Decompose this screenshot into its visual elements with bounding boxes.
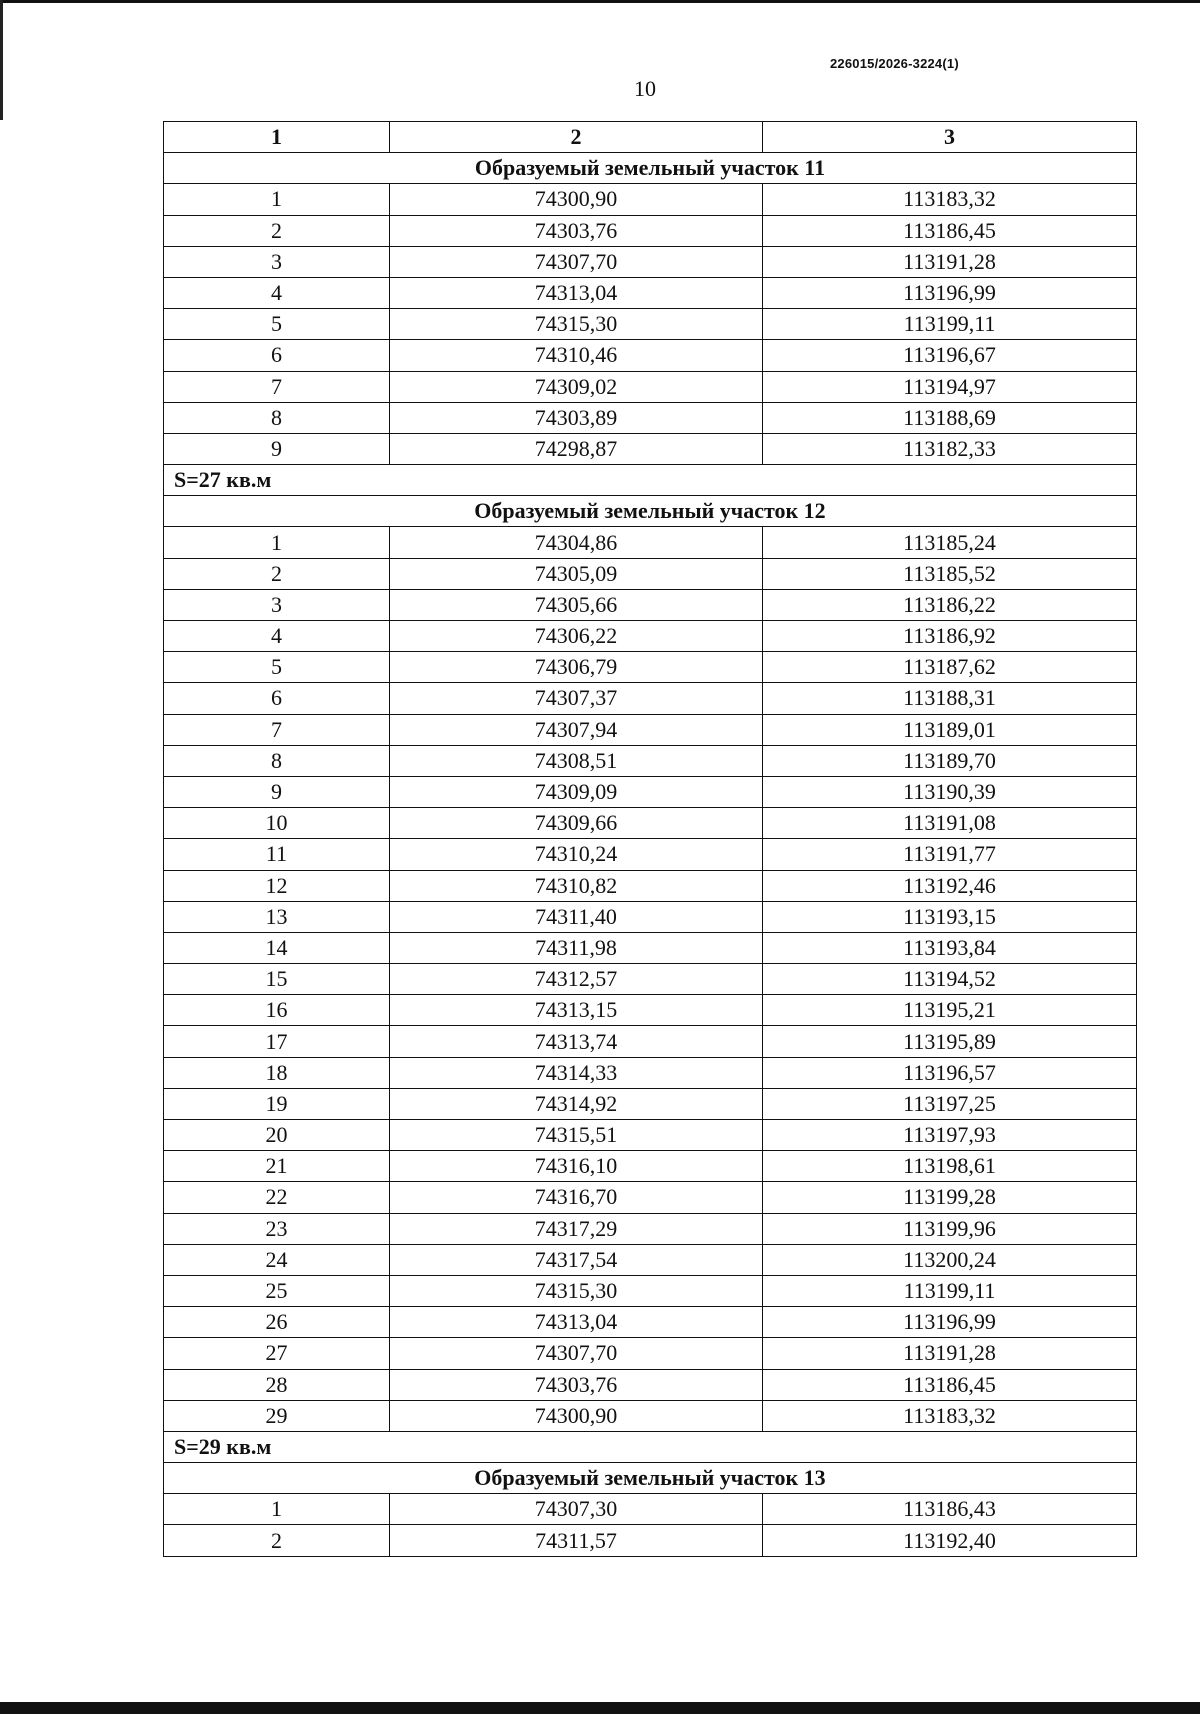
x-coordinate-cell: 74313,04: [390, 1307, 763, 1338]
x-coordinate-cell: 74307,37: [390, 683, 763, 714]
y-coordinate-cell: 113195,21: [763, 995, 1137, 1026]
point-number-cell: 2: [164, 215, 390, 246]
x-coordinate-cell: 74304,86: [390, 527, 763, 558]
x-coordinate-cell: 74309,02: [390, 371, 763, 402]
point-number-cell: 12: [164, 870, 390, 901]
x-coordinate-cell: 74315,30: [390, 309, 763, 340]
x-coordinate-cell: 74315,30: [390, 1275, 763, 1306]
y-coordinate-cell: 113200,24: [763, 1244, 1137, 1275]
point-number-cell: 29: [164, 1400, 390, 1431]
x-coordinate-cell: 74305,66: [390, 589, 763, 620]
table-row: [164, 1120, 1137, 1151]
y-coordinate-cell: 113191,77: [763, 839, 1137, 870]
point-number-cell: 20: [164, 1120, 390, 1151]
y-coordinate-cell: 113199,11: [763, 309, 1137, 340]
y-coordinate-cell: 113191,08: [763, 808, 1137, 839]
table-row: [164, 1307, 1137, 1338]
point-number-cell: 6: [164, 340, 390, 371]
section-title-row: [164, 496, 1137, 527]
y-coordinate-cell: 113189,70: [763, 745, 1137, 776]
table-row: [164, 808, 1137, 839]
table-row: [164, 277, 1137, 308]
point-number-cell: 1: [164, 1494, 390, 1525]
y-coordinate-cell: 113187,62: [763, 652, 1137, 683]
x-coordinate-cell: 74314,92: [390, 1088, 763, 1119]
x-coordinate-cell: 74313,15: [390, 995, 763, 1026]
point-number-cell: 8: [164, 402, 390, 433]
y-coordinate-cell: 113193,84: [763, 932, 1137, 963]
x-coordinate-cell: 74311,98: [390, 932, 763, 963]
x-coordinate-cell: 74309,09: [390, 776, 763, 807]
table-row: [164, 932, 1137, 963]
table-row: [164, 1338, 1137, 1369]
x-coordinate-cell: 74305,09: [390, 558, 763, 589]
table-row: [164, 683, 1137, 714]
coordinates-table: [163, 121, 1137, 1557]
table-row: [164, 621, 1137, 652]
table-row: [164, 1494, 1137, 1525]
table-row: [164, 745, 1137, 776]
y-coordinate-cell: 113199,96: [763, 1213, 1137, 1244]
point-number-cell: 3: [164, 589, 390, 620]
x-coordinate-cell: 74313,74: [390, 1026, 763, 1057]
table-row: [164, 589, 1137, 620]
y-coordinate-cell: 113199,11: [763, 1275, 1137, 1306]
x-coordinate-cell: 74303,76: [390, 215, 763, 246]
y-coordinate-cell: 113182,33: [763, 433, 1137, 464]
x-coordinate-cell: 74310,24: [390, 839, 763, 870]
page-number: 10: [634, 76, 656, 101]
table-row: [164, 340, 1137, 371]
table-row: [164, 1244, 1137, 1275]
table-row: [164, 1088, 1137, 1119]
point-number-cell: 24: [164, 1244, 390, 1275]
point-number-cell: 9: [164, 433, 390, 464]
point-number-cell: 22: [164, 1182, 390, 1213]
scan-edge-mark: [0, 0, 3, 120]
table-row: [164, 901, 1137, 932]
x-coordinate-cell: 74303,76: [390, 1369, 763, 1400]
column-header: 1: [164, 122, 390, 153]
area-value: S=29 кв.м: [164, 1431, 1137, 1462]
table-row: [164, 184, 1137, 215]
x-coordinate-cell: 74316,10: [390, 1151, 763, 1182]
x-coordinate-cell: 74306,79: [390, 652, 763, 683]
table-row: [164, 402, 1137, 433]
point-number-cell: 5: [164, 309, 390, 340]
x-coordinate-cell: 74311,57: [390, 1525, 763, 1556]
y-coordinate-cell: 113186,43: [763, 1494, 1137, 1525]
point-number-cell: 1: [164, 184, 390, 215]
x-coordinate-cell: 74300,90: [390, 184, 763, 215]
table-row: [164, 558, 1137, 589]
section-title: Образуемый земельный участок 12: [164, 496, 1137, 527]
point-number-cell: 25: [164, 1275, 390, 1306]
x-coordinate-cell: 74312,57: [390, 964, 763, 995]
y-coordinate-cell: 113186,22: [763, 589, 1137, 620]
point-number-cell: 4: [164, 277, 390, 308]
point-number-cell: 26: [164, 1307, 390, 1338]
y-coordinate-cell: 113183,32: [763, 1400, 1137, 1431]
y-coordinate-cell: 113183,32: [763, 184, 1137, 215]
coordinates-table-body: [164, 122, 1137, 1557]
y-coordinate-cell: 113190,39: [763, 776, 1137, 807]
area-value: S=27 кв.м: [164, 465, 1137, 496]
table-row: [164, 371, 1137, 402]
table-row: [164, 1400, 1137, 1431]
point-number-cell: 3: [164, 246, 390, 277]
y-coordinate-cell: 113196,99: [763, 277, 1137, 308]
y-coordinate-cell: 113192,40: [763, 1525, 1137, 1556]
point-number-cell: 27: [164, 1338, 390, 1369]
point-number-cell: 2: [164, 1525, 390, 1556]
point-number-cell: 7: [164, 714, 390, 745]
y-coordinate-cell: 113196,99: [763, 1307, 1137, 1338]
y-coordinate-cell: 113192,46: [763, 870, 1137, 901]
point-number-cell: 1: [164, 527, 390, 558]
y-coordinate-cell: 113188,31: [763, 683, 1137, 714]
x-coordinate-cell: 74307,70: [390, 1338, 763, 1369]
point-number-cell: 9: [164, 776, 390, 807]
x-coordinate-cell: 74315,51: [390, 1120, 763, 1151]
point-number-cell: 11: [164, 839, 390, 870]
y-coordinate-cell: 113194,97: [763, 371, 1137, 402]
point-number-cell: 7: [164, 371, 390, 402]
x-coordinate-cell: 74306,22: [390, 621, 763, 652]
y-coordinate-cell: 113188,69: [763, 402, 1137, 433]
table-row: [164, 714, 1137, 745]
point-number-cell: 15: [164, 964, 390, 995]
point-number-cell: 6: [164, 683, 390, 714]
x-coordinate-cell: 74316,70: [390, 1182, 763, 1213]
point-number-cell: 4: [164, 621, 390, 652]
point-number-cell: 23: [164, 1213, 390, 1244]
y-coordinate-cell: 113198,61: [763, 1151, 1137, 1182]
y-coordinate-cell: 113196,67: [763, 340, 1137, 371]
y-coordinate-cell: 113196,57: [763, 1057, 1137, 1088]
y-coordinate-cell: 113197,25: [763, 1088, 1137, 1119]
section-title: Образуемый земельный участок 13: [164, 1463, 1137, 1494]
table-row: [164, 309, 1137, 340]
table-row: [164, 776, 1137, 807]
x-coordinate-cell: 74308,51: [390, 745, 763, 776]
x-coordinate-cell: 74307,30: [390, 1494, 763, 1525]
section-title: Образуемый земельный участок 11: [164, 153, 1137, 184]
point-number-cell: 16: [164, 995, 390, 1026]
y-coordinate-cell: 113197,93: [763, 1120, 1137, 1151]
point-number-cell: 21: [164, 1151, 390, 1182]
table-row: [164, 1369, 1137, 1400]
column-header: 2: [390, 122, 763, 153]
table-row: [164, 1151, 1137, 1182]
table-row: [164, 1525, 1137, 1556]
table-row: [164, 995, 1137, 1026]
y-coordinate-cell: 113186,45: [763, 1369, 1137, 1400]
y-coordinate-cell: 113194,52: [763, 964, 1137, 995]
table-row: [164, 1275, 1137, 1306]
table-row: [164, 1057, 1137, 1088]
y-coordinate-cell: 113191,28: [763, 1338, 1137, 1369]
y-coordinate-cell: 113193,15: [763, 901, 1137, 932]
document-number: 226015/2026-3224(1): [830, 56, 959, 71]
table-row: [164, 1182, 1137, 1213]
x-coordinate-cell: 74307,94: [390, 714, 763, 745]
point-number-cell: 19: [164, 1088, 390, 1119]
table-row: [164, 652, 1137, 683]
point-number-cell: 13: [164, 901, 390, 932]
table-row: [164, 246, 1137, 277]
y-coordinate-cell: 113186,45: [763, 215, 1137, 246]
x-coordinate-cell: 74298,87: [390, 433, 763, 464]
y-coordinate-cell: 113189,01: [763, 714, 1137, 745]
x-coordinate-cell: 74303,89: [390, 402, 763, 433]
point-number-cell: 5: [164, 652, 390, 683]
table-row: [164, 964, 1137, 995]
table-row: [164, 870, 1137, 901]
y-coordinate-cell: 113185,52: [763, 558, 1137, 589]
table-header-row: [164, 122, 1137, 153]
y-coordinate-cell: 113195,89: [763, 1026, 1137, 1057]
x-coordinate-cell: 74309,66: [390, 808, 763, 839]
table-row: [164, 1026, 1137, 1057]
x-coordinate-cell: 74307,70: [390, 246, 763, 277]
y-coordinate-cell: 113191,28: [763, 246, 1137, 277]
section-title-row: [164, 153, 1137, 184]
x-coordinate-cell: 74313,04: [390, 277, 763, 308]
x-coordinate-cell: 74317,54: [390, 1244, 763, 1275]
x-coordinate-cell: 74310,82: [390, 870, 763, 901]
y-coordinate-cell: 113199,28: [763, 1182, 1137, 1213]
x-coordinate-cell: 74310,46: [390, 340, 763, 371]
table-row: [164, 527, 1137, 558]
point-number-cell: 8: [164, 745, 390, 776]
x-coordinate-cell: 74300,90: [390, 1400, 763, 1431]
area-row: [164, 1431, 1137, 1462]
section-title-row: [164, 1463, 1137, 1494]
table-row: [164, 839, 1137, 870]
top-border-line: [0, 0, 1200, 3]
x-coordinate-cell: 74317,29: [390, 1213, 763, 1244]
x-coordinate-cell: 74311,40: [390, 901, 763, 932]
table-row: [164, 215, 1137, 246]
column-header: 3: [763, 122, 1137, 153]
table-row: [164, 433, 1137, 464]
bottom-border-line: [0, 1702, 1200, 1714]
y-coordinate-cell: 113185,24: [763, 527, 1137, 558]
point-number-cell: 17: [164, 1026, 390, 1057]
point-number-cell: 10: [164, 808, 390, 839]
point-number-cell: 28: [164, 1369, 390, 1400]
point-number-cell: 14: [164, 932, 390, 963]
point-number-cell: 18: [164, 1057, 390, 1088]
x-coordinate-cell: 74314,33: [390, 1057, 763, 1088]
table-row: [164, 1213, 1137, 1244]
area-row: [164, 465, 1137, 496]
y-coordinate-cell: 113186,92: [763, 621, 1137, 652]
point-number-cell: 2: [164, 558, 390, 589]
